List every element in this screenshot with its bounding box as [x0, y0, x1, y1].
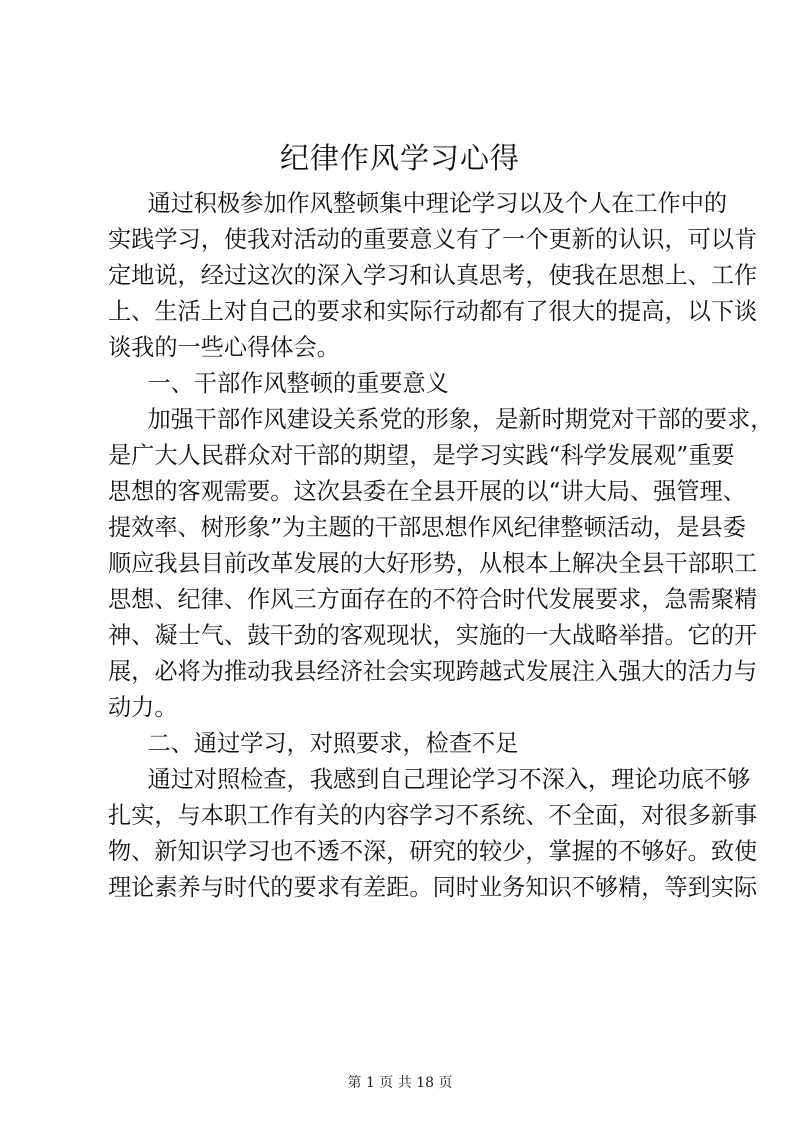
text-line: 通过对照检查，我感到自己理论学习不深入，理论功底不够 [147, 766, 751, 793]
text-line: 加强干部作风建设关系党的形象，是新时期党对干部的要求， [147, 406, 774, 433]
text-line: 定地说，经过这次的深入学习和认真思考，使我在思想上、工作 [108, 262, 758, 289]
text-line: 提效率、树形象”为主题的干部思想作风纪律整顿活动，是县委 [108, 514, 746, 541]
section-heading-2: 二、通过学习，对照要求，检查不足 [147, 730, 519, 757]
text-line: 展，必将为推动我县经济社会实现跨越式发展注入强大的活力与 [108, 658, 758, 685]
text-line: 是广大人民群众对干部的期望，是学习实践“科学发展观”重要 [108, 442, 735, 469]
text-line: 扎实，与本职工作有关的内容学习不系统、不全面，对很多新事 [108, 802, 758, 829]
text-line: 思想的客观需要。这次县委在全县开展的以“讲大局、强管理、 [108, 478, 746, 505]
text-line: 实践学习，使我对活动的重要意义有了一个更新的认识，可以肯 [108, 226, 758, 253]
text-line: 物、新知识学习也不透不深，研究的较少，掌握的不够好。致使 [108, 838, 758, 865]
text-line: 上、生活上对自己的要求和实际行动都有了很大的提高，以下谈 [108, 298, 758, 325]
text-line: 通过积极参加作风整顿集中理论学习以及个人在工作中的 [147, 190, 728, 217]
paragraph-intro [108, 186, 758, 366]
text-line: 谈我的一些心得体会。 [108, 334, 340, 361]
paragraph-section-1 [108, 402, 774, 726]
text-line: 动力。 [108, 694, 178, 721]
text-line: 顺应我县目前改革发展的大好形势，从根本上解决全县干部职工 [108, 550, 758, 577]
document-body [108, 186, 774, 906]
document-title: 纪律作风学习心得 [279, 141, 520, 175]
page-number-footer: 第 1 页 共 18 页 [347, 1075, 453, 1091]
paragraph-section-2 [108, 762, 758, 906]
text-line: 神、凝士气、鼓干劲的客观现状，实施的一大战略举措。它的开 [108, 622, 758, 649]
section-heading-1: 一、干部作风整顿的重要意义 [147, 370, 449, 397]
text-line: 理论素养与时代的要求有差距。同时业务知识不够精，等到实际 [108, 874, 758, 901]
text-line: 思想、纪律、作风三方面存在的不符合时代发展要求，急需聚精 [108, 586, 758, 613]
